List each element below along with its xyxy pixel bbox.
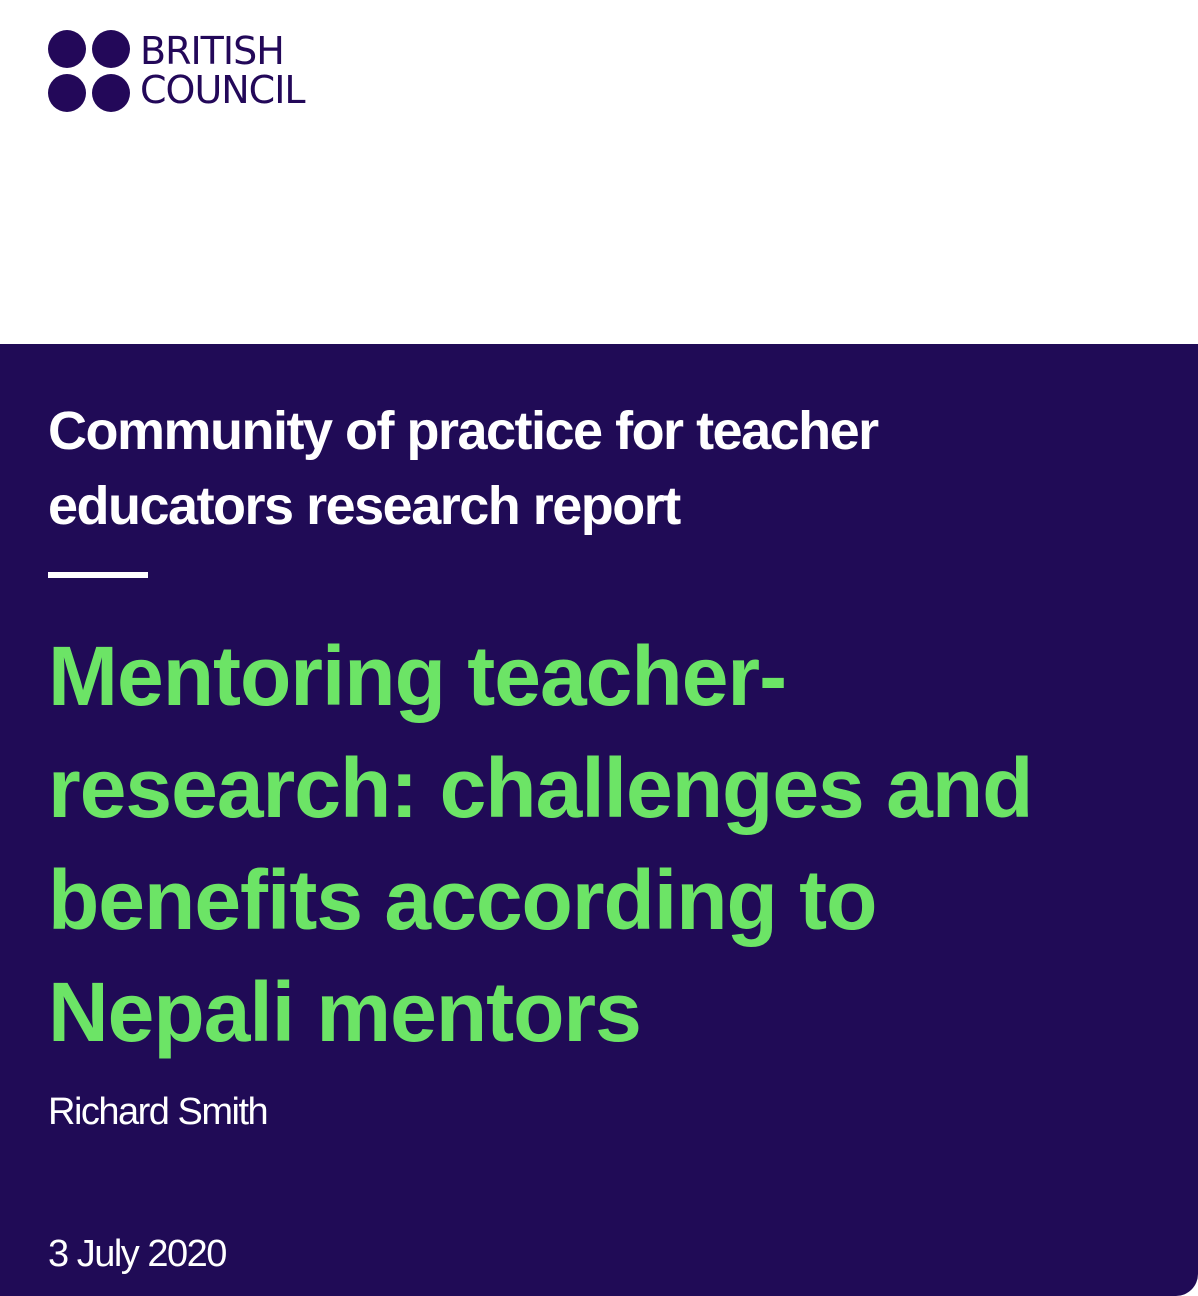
publication-date: 3 July 2020 xyxy=(48,1233,226,1275)
report-title: Mentoring teacher-research: challenges and benefits according to Nepali mentors xyxy=(48,629,1033,1059)
logo-wordmark xyxy=(140,29,305,112)
british-council-logo xyxy=(48,30,305,112)
logo-dot xyxy=(48,30,86,68)
logo-text-line2: COUNCIL xyxy=(140,68,305,112)
logo-dot xyxy=(92,74,130,112)
logo-dot xyxy=(48,74,86,112)
title-divider xyxy=(48,572,148,578)
series-title: Community of practice for teacher educators research report xyxy=(48,401,878,536)
logo-dots-icon xyxy=(48,30,130,112)
author-name: Richard Smith xyxy=(48,1091,268,1133)
logo-text-line1: BRITISH xyxy=(140,29,284,73)
logo-dot xyxy=(92,30,130,68)
